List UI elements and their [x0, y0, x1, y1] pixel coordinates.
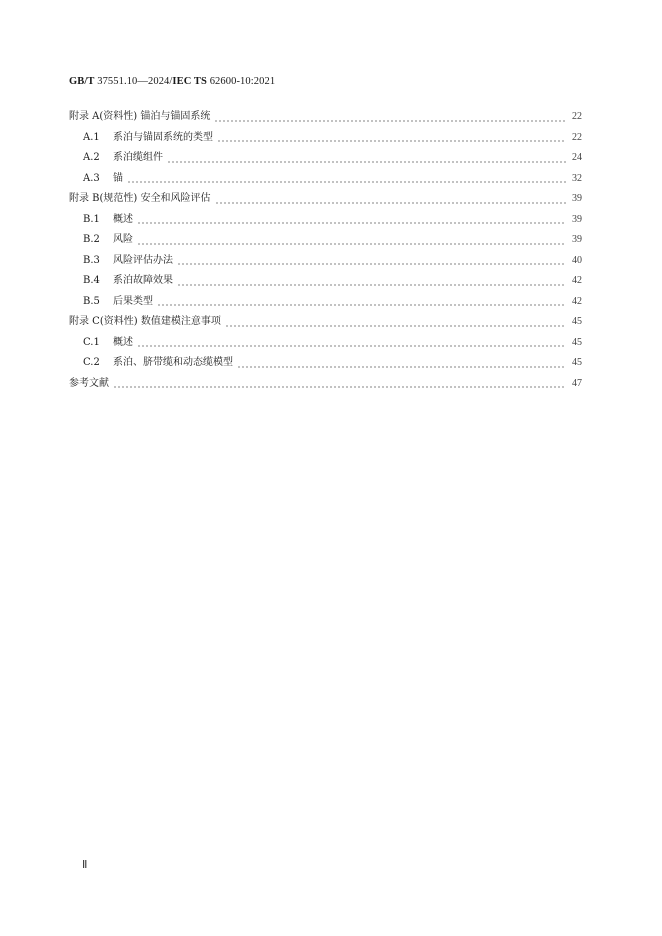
- toc-dot-leader: [127, 181, 566, 183]
- toc-entry[interactable]: [69, 271, 582, 292]
- toc-entry-number: B.4: [83, 275, 100, 286]
- toc-entry-title: 风险评估办法: [113, 254, 173, 266]
- toc-dot-leader: [157, 304, 566, 306]
- toc-entry-page: 24: [572, 152, 582, 163]
- toc-entry[interactable]: [69, 128, 582, 149]
- toc-dot-leader: [137, 345, 566, 347]
- toc-entry-page: 45: [572, 316, 582, 327]
- toc-entry-label: [83, 169, 123, 190]
- toc-entry[interactable]: [69, 230, 582, 251]
- toc-entry-number: B.5: [83, 295, 100, 307]
- toc-entry-page: 39: [572, 213, 582, 225]
- toc-dot-leader: [177, 263, 566, 265]
- toc-entry-title: 风险: [113, 234, 133, 245]
- toc-dot-leader: [217, 140, 566, 142]
- toc-dot-leader: [225, 325, 566, 327]
- toc-entry-number: B.1: [83, 213, 100, 225]
- toc-entry-page: 22: [572, 131, 582, 143]
- toc-entry[interactable]: [69, 333, 582, 354]
- toc-entry-number: 附录 C: [69, 316, 100, 327]
- toc-dot-leader: [215, 202, 566, 204]
- toc-entry-label: [83, 292, 153, 313]
- toc-entry-page: 47: [572, 377, 582, 389]
- toc-entry-title: 参考文献: [69, 377, 109, 389]
- toc-entry-title: (资料性) 锚泊与锚固系统: [99, 111, 211, 122]
- toc-entry-title: (资料性) 数值建模注意事项: [99, 316, 221, 327]
- toc-entry-title: 系泊与锚固系统的类型: [113, 131, 213, 143]
- toc-entry-page: 42: [572, 295, 582, 307]
- toc-entry-number: A.3: [83, 172, 100, 184]
- toc-entry-number: B.2: [83, 234, 100, 245]
- toc-entry-page: 45: [572, 357, 582, 368]
- toc-entry[interactable]: [69, 189, 582, 210]
- page-header: [69, 76, 275, 87]
- toc-entry-label: [69, 107, 210, 128]
- toc-entry[interactable]: [69, 251, 582, 272]
- page-number: Ⅱ: [82, 859, 88, 871]
- toc-entry[interactable]: [69, 292, 582, 313]
- toc-entry[interactable]: [69, 374, 582, 395]
- standard-prefix: GB/T: [69, 76, 95, 87]
- toc-entry-number: 附录 B: [69, 193, 100, 204]
- toc-entry-title: 概述: [113, 336, 133, 348]
- toc-dot-leader: [177, 284, 566, 286]
- toc-entry-page: 42: [572, 275, 582, 286]
- toc-entry-label: [83, 230, 133, 251]
- toc-entry-page: 39: [572, 234, 582, 245]
- toc-dot-leader: [113, 386, 566, 388]
- toc-entry-page: 40: [572, 254, 582, 266]
- toc-dot-leader: [237, 366, 566, 368]
- toc-entry-page: 45: [572, 336, 582, 348]
- toc-entry-number: B.3: [83, 254, 100, 266]
- toc-entry-label: [69, 312, 221, 333]
- toc-dot-leader: [137, 243, 566, 245]
- toc-entry-number: 附录 A: [69, 111, 100, 122]
- iec-code: 62600-10:2021: [206, 76, 276, 87]
- toc-entry-number: C.2: [83, 357, 100, 368]
- toc-entry-page: 32: [572, 172, 582, 184]
- toc-dot-leader: [137, 222, 566, 224]
- toc-entry[interactable]: [69, 169, 582, 190]
- toc-entry-label: [69, 189, 211, 210]
- iec-prefix: IEC TS: [172, 76, 207, 87]
- toc-entry-page: 22: [572, 111, 582, 122]
- toc-entry-title: 系泊缆组件: [113, 152, 163, 163]
- toc-entry[interactable]: [69, 107, 582, 128]
- toc-dot-leader: [167, 161, 566, 163]
- toc-entry-label: [83, 148, 163, 169]
- toc-entry-label: [83, 251, 173, 272]
- toc-entry-title: (规范性) 安全和风险评估: [99, 193, 211, 204]
- toc-entry[interactable]: [69, 210, 582, 231]
- standard-code: 37551.10—2024/: [94, 76, 173, 87]
- toc-entry-title: 锚: [113, 172, 123, 184]
- toc-entry-label: [83, 210, 133, 231]
- toc-entry-number: A.2: [83, 152, 100, 163]
- toc-entry-label: [83, 353, 233, 374]
- toc-entry-label: [83, 333, 133, 354]
- toc-entry-number: A.1: [83, 131, 100, 143]
- toc-entry-title: 系泊、脐带缆和动态缆模型: [113, 357, 233, 368]
- toc-entry-title: 后果类型: [113, 295, 153, 307]
- toc-entry[interactable]: [69, 312, 582, 333]
- toc-entry-number: C.1: [83, 336, 100, 348]
- table-of-contents: [69, 107, 582, 394]
- toc-entry-label: [83, 271, 173, 292]
- toc-entry-label: [69, 374, 109, 395]
- toc-entry[interactable]: [69, 353, 582, 374]
- toc-entry-page: 39: [572, 193, 582, 204]
- toc-dot-leader: [214, 120, 566, 122]
- toc-entry-title: 概述: [113, 213, 133, 225]
- toc-entry-label: [83, 128, 213, 149]
- toc-entry-title: 系泊故障效果: [113, 275, 173, 286]
- toc-entry[interactable]: [69, 148, 582, 169]
